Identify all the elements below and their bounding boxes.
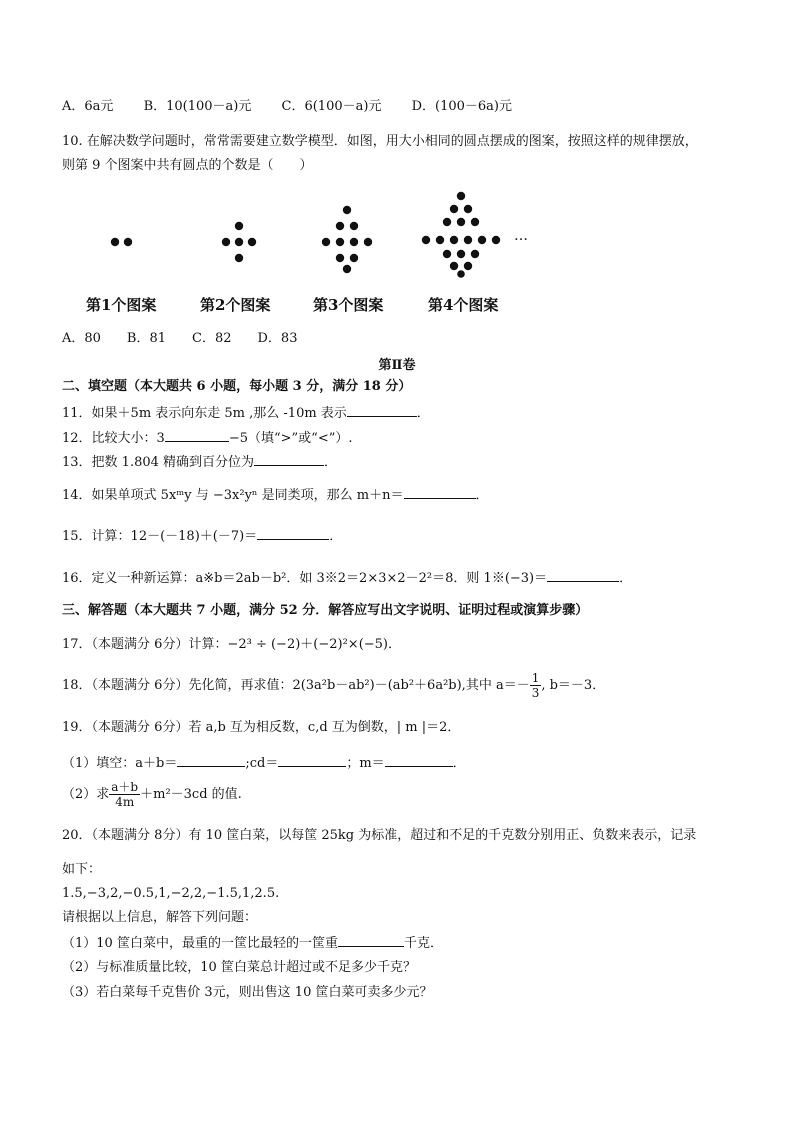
q19-blank-cd[interactable] (278, 754, 346, 767)
q15-end: ． (329, 529, 343, 544)
q14-answer-blank[interactable] (404, 486, 476, 499)
question-20-data: 1.5,−3,2,−0.5,1,−2,2,−1.5,1,2.5. (62, 886, 280, 901)
q14-end: ． (475, 488, 489, 503)
caption-pattern-2: 第2个图案 (200, 296, 271, 314)
q9-option-b: B．10(100－a)元 (143, 99, 252, 114)
question-20-line1: 20．（本题满分 8分）有 10 筐白菜，以每筐 25kg 为标准，超过和不足的千克数分别用正、负数来表示，记录 (62, 828, 697, 843)
q12-text-a: 12．比较大小：3 (62, 431, 165, 446)
question-13 (62, 453, 337, 472)
caption-pattern-4: 第4个图案 (428, 296, 499, 314)
question-20-line2: 如下： (62, 862, 102, 877)
pattern-3-dots (322, 206, 372, 273)
question-20-sub-2: （2）与标准质量比较，10 筐白菜总计超过或不足多少千克？ (62, 960, 416, 975)
question-17: 17．（本题满分 6分）计算：−2³ ÷ (−2)＋(−2)²×(−5)． (62, 637, 402, 652)
q9-option-d: D．(100－6a)元 (411, 99, 512, 114)
question-20-sub-1 (62, 934, 443, 953)
dot-pattern-figure (100, 188, 540, 278)
q12-text-b: −5（填“>”或“<”）. (228, 431, 353, 446)
q14-text: 14．如果单项式 5xᵐy 与 −3x²yⁿ 是同类项，那么 m＋n＝ (62, 488, 404, 503)
q15-text: 15．计算：12－(－18)＋(－7)＝ (62, 529, 258, 544)
q19-fraction-denominator: 4m (115, 795, 135, 809)
question-15 (62, 527, 342, 546)
q10-line2: 则第 9 个图案中共有圆点的个数是（ ） (62, 158, 313, 173)
q16-text: 16．定义一种新运算：a※b＝2ab－b²．如 3※2＝2×3×2－2²＝8．则 1※(−3)＝ (62, 571, 548, 586)
question-11 (62, 404, 430, 423)
section-2-title: 二、填空题（本大题共 6 小题，每小题 3 分，满分 18 分） (62, 379, 412, 394)
q19-blank-a-plus-b[interactable] (177, 754, 245, 767)
q18-fraction (530, 671, 542, 700)
q19-p1-label: （1）填空：a＋b＝ (62, 756, 178, 771)
caption-pattern-1: 第1个图案 (86, 296, 157, 314)
question-12 (62, 429, 353, 448)
question-19-stem: 19．（本题满分 6分）若 a,b 互为相反数，c,d 互为倒数，| m |＝2． (62, 720, 461, 735)
q19-blank-m[interactable] (385, 754, 453, 767)
q9-option-a: A．6a元 (62, 99, 114, 114)
q19-p1-end: ． (452, 756, 466, 771)
q20-s1-text: （1）10 筐白菜中，最重的一筐比最轻的一筐重 (62, 936, 338, 951)
q18-fraction-numerator: 1 (531, 671, 540, 685)
pattern-2-dots (222, 222, 256, 262)
part-2-title: 第Ⅱ卷 (378, 358, 416, 373)
q11-answer-blank[interactable] (347, 404, 417, 417)
q19-p1-m: ；m＝ (346, 756, 385, 771)
q19-p2-text: ＋m²－3cd 的值. (140, 787, 242, 802)
question-18 (62, 671, 605, 700)
q18-text-after: , b＝－3． (541, 678, 606, 693)
pattern-1-dots (111, 238, 132, 246)
q11-text: 11．如果＋5m 表示向东走 5m ,那么 -10m 表示 (62, 406, 347, 421)
q13-end: ． (324, 455, 338, 470)
q20-s1-answer-blank[interactable] (338, 934, 404, 947)
q12-answer-blank[interactable] (165, 429, 229, 442)
q13-answer-blank[interactable] (254, 453, 324, 466)
q18-fraction-denominator: 3 (531, 686, 540, 700)
caption-pattern-3: 第3个图案 (313, 296, 384, 314)
q19-fraction-numerator: a＋b (111, 780, 139, 794)
pattern-ellipsis: … (514, 228, 528, 244)
q9-option-c: C．6(100－a)元 (281, 99, 382, 114)
q19-fraction (109, 780, 140, 809)
q16-answer-blank[interactable] (547, 569, 619, 582)
question-20-sub-3: （3）若白菜每千克售价 3元，则出售这 10 筐白菜可卖多少元？ (62, 985, 433, 1000)
q9-options (62, 98, 538, 116)
section-3-title: 三、解答题（本大题共 7 小题，满分 52 分．解答应写出文字说明、证明过程或演算步骤） (62, 603, 589, 618)
q10-line1: 10. 在解决数学问题时，常常需要建立数学模型．如图，用大小相同的圆点摆成的图案，按照这样的规律摆放， (62, 134, 698, 149)
q16-end: ． (619, 571, 633, 586)
q10-options: A．80 B．81 C．82 D．83 (62, 331, 298, 346)
q19-p1-cd: ;cd＝ (245, 756, 279, 771)
q19-p2-label: （2）求 (62, 787, 110, 802)
question-20-prompt: 请根据以上信息，解答下列问题： (62, 910, 258, 925)
q11-end: ． (416, 406, 430, 421)
q15-answer-blank[interactable] (257, 527, 329, 540)
q13-text: 13．把数 1.804 精确到百分位为 (62, 455, 255, 470)
question-19-part-2 (62, 780, 242, 809)
question-14 (62, 486, 489, 505)
q20-s1-unit: 千克． (403, 936, 443, 951)
q18-text-before: 18．（本题满分 6分）先化简，再求值：2(3a²b－ab²)－(ab²＋6a²b),其中 a＝－ (62, 678, 530, 693)
question-19-part-1 (62, 754, 466, 773)
pattern-4-dots (422, 192, 500, 278)
question-16 (62, 569, 632, 588)
